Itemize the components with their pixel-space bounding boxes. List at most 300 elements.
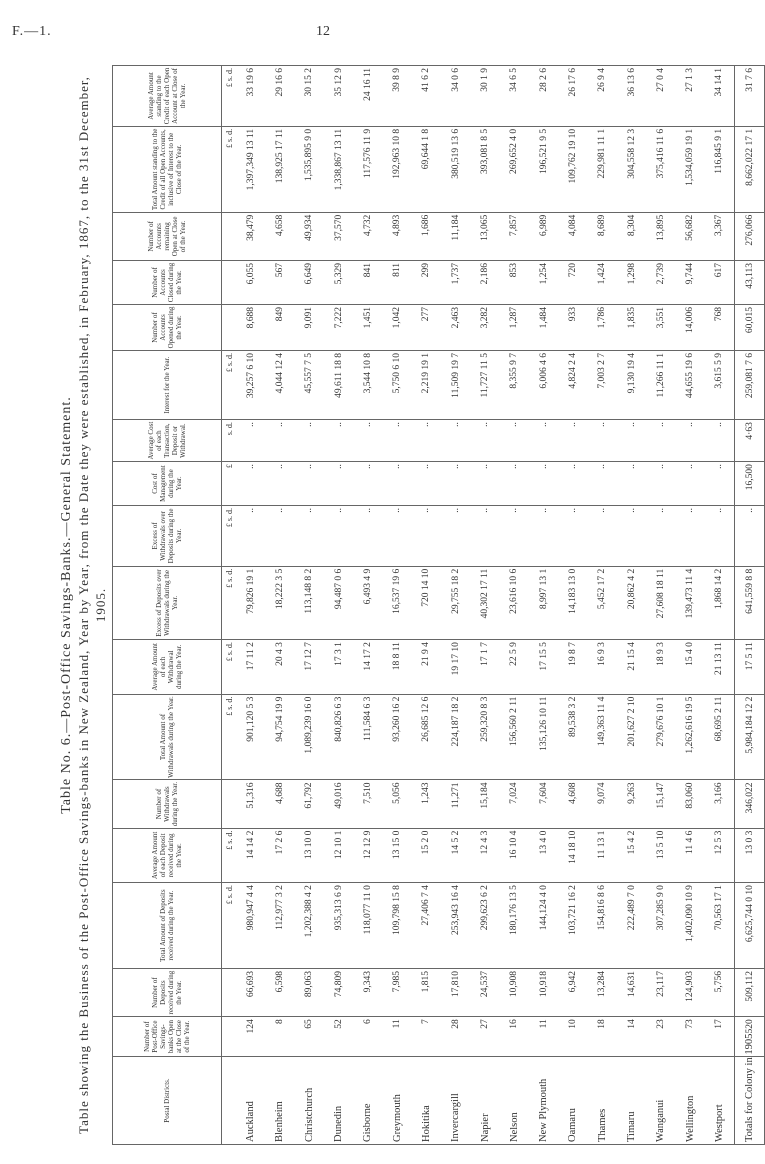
total-cell: 17 5 11 [735,640,765,694]
table-cell: 617 [705,260,735,304]
totals-row [735,66,765,1145]
table-cell: .. [265,462,294,506]
table-cell: 1,262,616 19 5 [675,694,704,780]
table-cell: 18 9 3 [646,640,675,694]
table-cell: 1,737 [441,260,470,304]
table-cell: .. [646,420,675,462]
table-cell: 11 [382,1017,411,1057]
table-cell: 9,074 [588,780,617,828]
table-cell: .. [441,506,470,567]
table-cell: 3,367 [705,212,735,260]
table-cell: 27 1 3 [675,66,704,127]
table-cell: 26,685 12 6 [412,694,441,780]
table-cell: 11 [529,1017,558,1057]
table-cell: 11,509 19 7 [441,351,470,420]
table-cell: 7,222 [324,304,353,350]
total-cell: 16,500 [735,462,765,506]
table-cell: .. [558,462,587,506]
total-cell: 6,625,744 0 10 [735,883,765,969]
table-cell: 17 12 7 [295,640,324,694]
table-cell: .. [441,420,470,462]
table-row [382,66,411,1145]
table-cell: 156,560 2 11 [500,694,529,780]
column-header: Number of Withdrawals during the Year. [113,780,222,828]
table-cell: 1,202,388 4 2 [295,883,324,969]
column-header: Postal Districts. [113,1057,222,1145]
table-cell: 13 10 0 [295,828,324,882]
total-cell: 259,081 7 6 [735,351,765,420]
table-cell: .. [324,462,353,506]
table-title: Table No. 6.—Post-Office Savings-Banks.—General Statement. [59,396,74,814]
table-cell: 30 1 9 [470,66,499,127]
table-cell: 11,727 11 5 [470,351,499,420]
table-cell: 11,266 11 1 [646,351,675,420]
table-cell: 5,750 6 10 [382,351,411,420]
table-subtitle: Table showing the Business of the Post-Office Savings-banks in New Zealand, Year by Year, from the Date they were established, in February, 1867, to the 31st December, 1905. [76,76,108,1134]
table-cell: .. [470,462,499,506]
table-cell: 1,298 [617,260,646,304]
document-header-reference: F.—1. [12,24,52,39]
table-cell: 20,862 4 2 [617,566,646,639]
column-header: Total Amount of Withdrawals during the Year. [113,694,222,780]
table-cell: 18 [588,1017,617,1057]
table-cell: .. [617,420,646,462]
table-cell: 144,124 4 0 [529,883,558,969]
table-cell: 14 5 2 [441,828,470,882]
table-cell: 41 6 2 [412,66,441,127]
table-cell: .. [353,506,382,567]
table-cell: 124,903 [675,969,704,1017]
table-cell: .. [470,420,499,462]
table-cell: 109,762 19 10 [558,126,587,212]
unit-cell: £ s. d. [222,883,237,969]
table-row [470,66,499,1145]
table-cell: .. [529,462,558,506]
table-cell: 15 2 0 [412,828,441,882]
table-cell: 7 [412,1017,441,1057]
table-cell: 23,117 [646,969,675,1017]
table-cell: 18,222 3 5 [265,566,294,639]
table-cell: 980,947 4 4 [236,883,265,969]
table-cell: 1,451 [353,304,382,350]
table-cell: 30 15 2 [295,66,324,127]
table-cell: .. [236,420,265,462]
table-cell: .. [412,462,441,506]
total-cell: 346,022 [735,780,765,828]
table-cell: 13,895 [646,212,675,260]
table-cell: 901,120 5 3 [236,694,265,780]
table-cell: 15 4 2 [617,828,646,882]
district-name: New Plymouth [529,1057,558,1145]
table-cell: 116,845 9 1 [705,126,735,212]
table-cell: 79,826 19 1 [236,566,265,639]
column-header: Average Amount of each Deposit received during the Year. [113,828,222,882]
table-cell: 6,006 4 6 [529,351,558,420]
column-header: Total Amount of Deposits received during the Year. [113,883,222,969]
table-cell: 16,537 19 6 [382,566,411,639]
table-cell: 2,739 [646,260,675,304]
table-cell: 279,676 10 1 [646,694,675,780]
table-cell: .. [382,506,411,567]
table-cell: 304,558 12 3 [617,126,646,212]
table-cell: 1,835 [617,304,646,350]
table-cell: 269,652 4 0 [500,126,529,212]
table-cell: 112,977 3 2 [265,883,294,969]
column-header: Number of Accounts Closed during the Year. [113,260,222,304]
unit-cell [222,1057,237,1145]
table-cell: 6,493 4 9 [353,566,382,639]
table-cell: .. [295,462,324,506]
table-cell: 103,721 16 2 [558,883,587,969]
table-cell: 380,519 13 6 [441,126,470,212]
unit-cell [222,304,237,350]
table-cell: 111,584 6 3 [353,694,382,780]
table-cell: 10,908 [500,969,529,1017]
table-cell: 29,755 18 2 [441,566,470,639]
table-cell: 253,943 16 4 [441,883,470,969]
table-cell: .. [353,420,382,462]
table-cell: .. [500,506,529,567]
table-cell: 49,016 [324,780,353,828]
table-cell: 93,260 16 2 [382,694,411,780]
table-cell: 113,148 8 2 [295,566,324,639]
table-row [529,66,558,1145]
table-cell: 51,316 [236,780,265,828]
table-cell: 15 4 0 [675,640,704,694]
table-cell: 37,570 [324,212,353,260]
table-row [353,66,382,1145]
table-cell: 16 [500,1017,529,1057]
total-cell: 520 [735,1017,765,1057]
table-cell: 39 8 9 [382,66,411,127]
column-header: Number of Accounts Opened during the Year. [113,304,222,350]
district-name: Wanganui [646,1057,675,1145]
table-cell: 6,598 [265,969,294,1017]
table-cell: .. [646,506,675,567]
table-cell: 27 [470,1017,499,1057]
table-cell: 1,484 [529,304,558,350]
table-cell: .. [646,462,675,506]
table-cell: .. [412,506,441,567]
table-cell: 720 14 10 [412,566,441,639]
table-cell: 9,744 [675,260,704,304]
table-cell: 9,130 19 4 [617,351,646,420]
table-cell: 12 10 1 [324,828,353,882]
table-cell: 2,186 [470,260,499,304]
table-cell: .. [500,462,529,506]
total-cell: 509,112 [735,969,765,1017]
table-cell: 3,166 [705,780,735,828]
table-cell: .. [529,420,558,462]
table-cell: .. [470,506,499,567]
table-row [588,66,617,1145]
table-cell: 29 16 6 [265,66,294,127]
column-header: Average Amount of each Withdrawal during the Year. [113,640,222,694]
table-cell: 1,243 [412,780,441,828]
table-cell: 45,557 7 5 [295,351,324,420]
table-cell: 149,363 11 4 [588,694,617,780]
table-cell: 17 3 1 [324,640,353,694]
table-cell: 14 [617,1017,646,1057]
total-cell: 5,984,184 12 2 [735,694,765,780]
table-cell: 224,187 18 2 [441,694,470,780]
table-cell: 1,287 [500,304,529,350]
table-cell: 35 12 9 [324,66,353,127]
total-cell: 4·63 [735,420,765,462]
table-cell: 3,615 5 9 [705,351,735,420]
table-cell: 18 8 11 [382,640,411,694]
table-cell: 34 6 5 [500,66,529,127]
table-cell: 70,563 17 1 [705,883,735,969]
total-cell: 13 0 3 [735,828,765,882]
table-cell: 26 9 4 [588,66,617,127]
table-cell: 124 [236,1017,265,1057]
table-cell: .. [617,506,646,567]
table-cell: 94,754 19 9 [265,694,294,780]
unit-cell: £ s. d. [222,566,237,639]
table-cell: 17 1 7 [470,640,499,694]
table-cell: 11,271 [441,780,470,828]
table-cell: 6,055 [236,260,265,304]
table-cell: .. [324,420,353,462]
table-cell: 277 [412,304,441,350]
table-cell: 16 9 3 [588,640,617,694]
table-cell: 4,608 [558,780,587,828]
table-cell: 12 12 9 [353,828,382,882]
table-cell: 393,081 8 5 [470,126,499,212]
district-name: Thames [588,1057,617,1145]
table-row [500,66,529,1145]
total-cell: 43,113 [735,260,765,304]
table-cell: 23,616 10 6 [500,566,529,639]
table-cell: 1,397,349 13 11 [236,126,265,212]
column-header: Total Amount standing to the Credit of all Open Accounts, inclusive of Interest to the Close of the Year. [113,126,222,212]
total-cell: 31 7 6 [735,66,765,127]
totals-label: Totals for Colony in 1905 [735,1057,765,1145]
column-header: Average Cost of each Transaction, Deposit or Withdrawal. [113,420,222,462]
table-cell: 19 8 7 [558,640,587,694]
column-header: Cost of Management during the Year. [113,462,222,506]
table-cell: 11,184 [441,212,470,260]
table-cell: 109,798 15 8 [382,883,411,969]
unit-cell [222,260,237,304]
table-cell: 89,538 3 2 [558,694,587,780]
table-cell: .. [265,506,294,567]
table-cell: 22 5 9 [500,640,529,694]
table-cell: 73 [675,1017,704,1057]
table-cell: 49,934 [295,212,324,260]
table-cell: .. [617,462,646,506]
unit-cell: £ s. d. [222,828,237,882]
table-cell: 23 [646,1017,675,1057]
column-header: Number of Accounts remaining Open at Close of the Year. [113,212,222,260]
table-cell: .. [295,506,324,567]
table-cell: 138,925 17 11 [265,126,294,212]
table-cell: 117,576 11 9 [353,126,382,212]
table-cell: 52 [324,1017,353,1057]
table-cell: 1,254 [529,260,558,304]
table-cell: .. [382,462,411,506]
district-name: Wellington [675,1057,704,1145]
column-header: Interest for the Year. [113,351,222,420]
table-cell: 9,263 [617,780,646,828]
table-cell: 12 5 3 [705,828,735,882]
table-cell: 14 14 2 [236,828,265,882]
table-cell: 27,406 7 4 [412,883,441,969]
table-cell: 17 15 5 [529,640,558,694]
table-cell: 5,056 [382,780,411,828]
table-cell: 12 4 3 [470,828,499,882]
table-cell: 40,302 17 11 [470,566,499,639]
table-cell: 11 13 1 [588,828,617,882]
table-cell: 2,219 19 1 [412,351,441,420]
table-cell: 14,006 [675,304,704,350]
total-cell: .. [735,506,765,567]
total-cell: 8,662,022 17 1 [735,126,765,212]
table-cell: 34 0 6 [441,66,470,127]
table-cell: 229,981 11 1 [588,126,617,212]
table-cell: 1,815 [412,969,441,1017]
total-cell: 60,015 [735,304,765,350]
table-cell: 69,644 1 8 [412,126,441,212]
table-cell: 10 [558,1017,587,1057]
table-cell: 14 17 2 [353,640,382,694]
table-cell: .. [558,420,587,462]
district-name: Invercargill [441,1057,470,1145]
table-cell: 8,689 [588,212,617,260]
table-cell: .. [705,420,735,462]
page-number: 12 [316,24,330,39]
table-cell: 375,416 11 6 [646,126,675,212]
unit-cell: s. d. [222,420,237,462]
table-cell: 17,810 [441,969,470,1017]
table-cell: 8 [265,1017,294,1057]
savings-bank-statement-table [112,65,765,1145]
table-cell: 7,985 [382,969,411,1017]
table-cell: 38,479 [236,212,265,260]
table-cell: 7,024 [500,780,529,828]
table-cell: 1,338,867 13 11 [324,126,353,212]
column-header: Average Amount standing to the Credit of each Open Account at Close of the Year. [113,66,222,127]
table-cell: 16 10 4 [500,828,529,882]
table-cell: .. [441,462,470,506]
unit-cell: £ s. d. [222,126,237,212]
table-cell: 14,631 [617,969,646,1017]
table-cell: 118,077 11 0 [353,883,382,969]
table-cell: .. [412,420,441,462]
table-cell: 13 15 0 [382,828,411,882]
rotated-statement [58,65,756,1145]
table-cell: 17 11 2 [236,640,265,694]
table-cell: 1,534,059 19 1 [675,126,704,212]
table-cell: 307,285 9 0 [646,883,675,969]
table-cell: 20 4 3 [265,640,294,694]
table-cell: 841 [353,260,382,304]
table-cell: 7,003 2 7 [588,351,617,420]
table-cell: 6 [353,1017,382,1057]
table-cell: .. [558,506,587,567]
table-cell: 15,184 [470,780,499,828]
table-cell: 68,695 2 11 [705,694,735,780]
table-row [324,66,353,1145]
table-cell: 180,176 13 5 [500,883,529,969]
table-cell: 9,343 [353,969,382,1017]
unit-cell: £ s. d. [222,694,237,780]
table-row [705,66,735,1145]
table-cell: .. [588,506,617,567]
table-cell: 13,065 [470,212,499,260]
table-cell: 935,313 6 9 [324,883,353,969]
unit-cell: £ s. d. [222,66,237,127]
unit-cell: £ [222,462,237,506]
district-name: Dunedin [324,1057,353,1145]
table-cell: .. [353,462,382,506]
unit-cell [222,780,237,828]
table-cell: 192,963 10 8 [382,126,411,212]
table-cell: 6,942 [558,969,587,1017]
table-cell: 5,452 17 2 [588,566,617,639]
unit-cell: £ s. d. [222,351,237,420]
table-cell: 811 [382,260,411,304]
table-cell: 840,826 6 3 [324,694,353,780]
column-header: Excess of Deposits over Withdrawals during the Year. [113,566,222,639]
table-cell: 26 17 6 [558,66,587,127]
table-row [617,66,646,1145]
table-cell: .. [500,420,529,462]
table-cell: 49,611 18 8 [324,351,353,420]
table-row [558,66,587,1145]
table-cell: 56,682 [675,212,704,260]
table-cell: 4,732 [353,212,382,260]
table-cell: 66,693 [236,969,265,1017]
table-cell: 1,424 [588,260,617,304]
column-header: Excess of Withdrawals over Deposits during the Year. [113,506,222,567]
table-cell: 13,284 [588,969,617,1017]
table-header-row [113,66,222,1145]
table-cell: 21 9 4 [412,640,441,694]
district-name: Auckland [236,1057,265,1145]
district-name: Oamaru [558,1057,587,1145]
district-name: Gisborne [353,1057,382,1145]
table-cell: 14 18 10 [558,828,587,882]
table-cell: 4,658 [265,212,294,260]
table-cell: .. [236,506,265,567]
table-cell: 19 17 10 [441,640,470,694]
table-cell: 1,089,239 16 0 [295,694,324,780]
district-name: Blenheim [265,1057,294,1145]
table-cell: 24 16 11 [353,66,382,127]
district-name: Napier [470,1057,499,1145]
table-cell: 196,521 9 5 [529,126,558,212]
table-cell: 17 2 6 [265,828,294,882]
table-cell: 24,537 [470,969,499,1017]
table-cell: 5,329 [324,260,353,304]
total-cell: 276,066 [735,212,765,260]
table-cell: 7,857 [500,212,529,260]
table-cell: 1,686 [412,212,441,260]
table-cell: 44,655 19 6 [675,351,704,420]
table-cell: 201,627 2 10 [617,694,646,780]
table-cell: 17 [705,1017,735,1057]
district-name: Christchurch [295,1057,324,1145]
unit-cell: £ s. d. [222,506,237,567]
table-cell: 1,535,895 9 0 [295,126,324,212]
table-cell: 10,918 [529,969,558,1017]
table-row [236,66,265,1145]
table-cell: .. [295,420,324,462]
table-cell: 74,809 [324,969,353,1017]
table-cell: 154,816 8 6 [588,883,617,969]
